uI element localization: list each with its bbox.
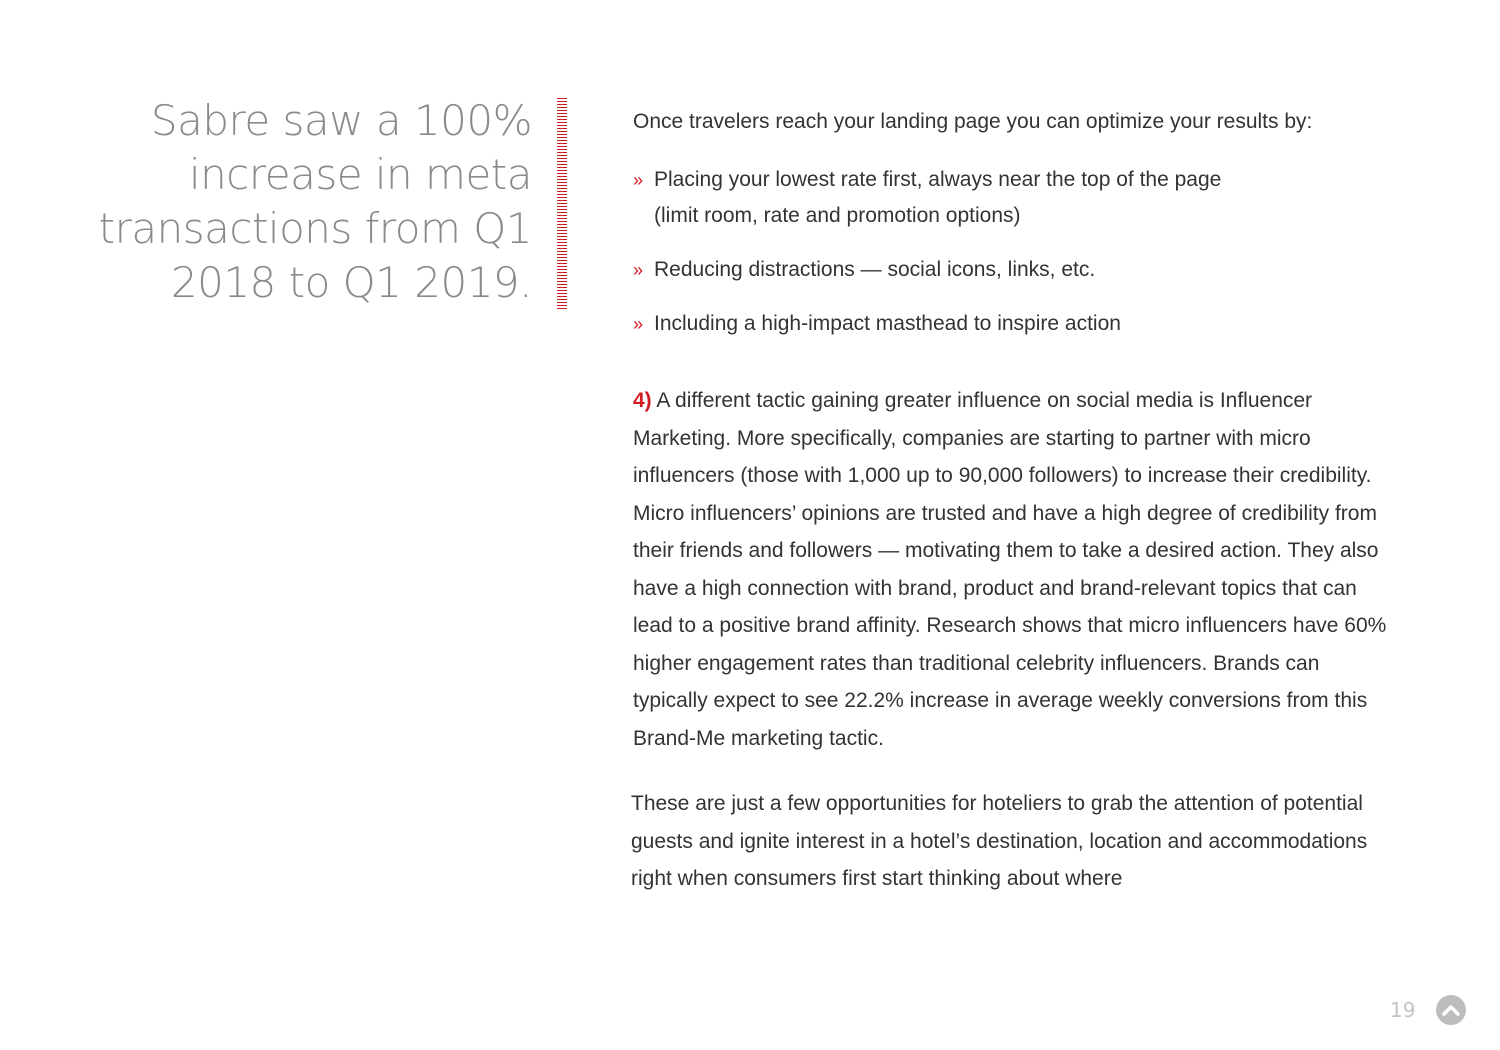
pull-quote-line: increase in meta [189, 150, 532, 199]
tactic-paragraph [633, 382, 1393, 757]
list-item [633, 306, 1393, 342]
list-item [633, 162, 1393, 234]
pull-quote-line: 2018 to Q1 2019. [170, 258, 532, 307]
back-to-top-button[interactable] [1436, 995, 1466, 1025]
intro-paragraph: Once travelers reach your landing page you can optimize your results by: [633, 110, 1313, 133]
closing-paragraph: These are just a few opportunities for hoteliers to grab the attention of potential guests and ignite interest in a hotel’s destination, location and accommodations right when consumers first start thinking about where [631, 792, 1368, 890]
bullet-icon: » [633, 314, 644, 334]
list-item-text: Reducing distractions — social icons, links, etc. [654, 258, 1096, 281]
list-item [633, 252, 1393, 288]
bullet-icon: » [633, 260, 644, 280]
main-content [633, 104, 1393, 898]
tips-list [633, 162, 1393, 342]
pull-quote-divider [557, 98, 567, 310]
chevron-up-icon [1442, 1003, 1460, 1017]
tactic-text: A different tactic gaining greater influence on social media is Influencer Marketing. More specifically, companies are starting to partner with micro influencers (those with 1,000 up to 90,000 followers) to increase their credibility. Micro influencers’ opinions are trusted and have a high degree of credibility from their friends and followers — motivating them to take a desired action. They also have a high connection with brand, product and brand-relevant topics that can lead to a positive brand affinity. Research shows that micro influencers have 60% higher engagement rates than traditional celebrity influencers. Brands can typically expect to see 22.2% increase in average weekly conversions from this Brand-Me marketing tactic. [633, 389, 1387, 750]
pull-quote-line: transactions from Q1 [98, 204, 532, 253]
pull-quote [60, 94, 532, 310]
tactic-number: 4) [633, 389, 652, 412]
bullet-icon: » [633, 170, 644, 190]
list-item-text: Placing your lowest rate first, always near the top of the page (limit room, rate and promotion options) [654, 168, 1222, 227]
pull-quote-line: Sabre saw a 100% [150, 96, 532, 145]
page-number: 19 [1390, 998, 1416, 1022]
list-item-text: Including a high-impact masthead to inspire action [654, 312, 1121, 335]
